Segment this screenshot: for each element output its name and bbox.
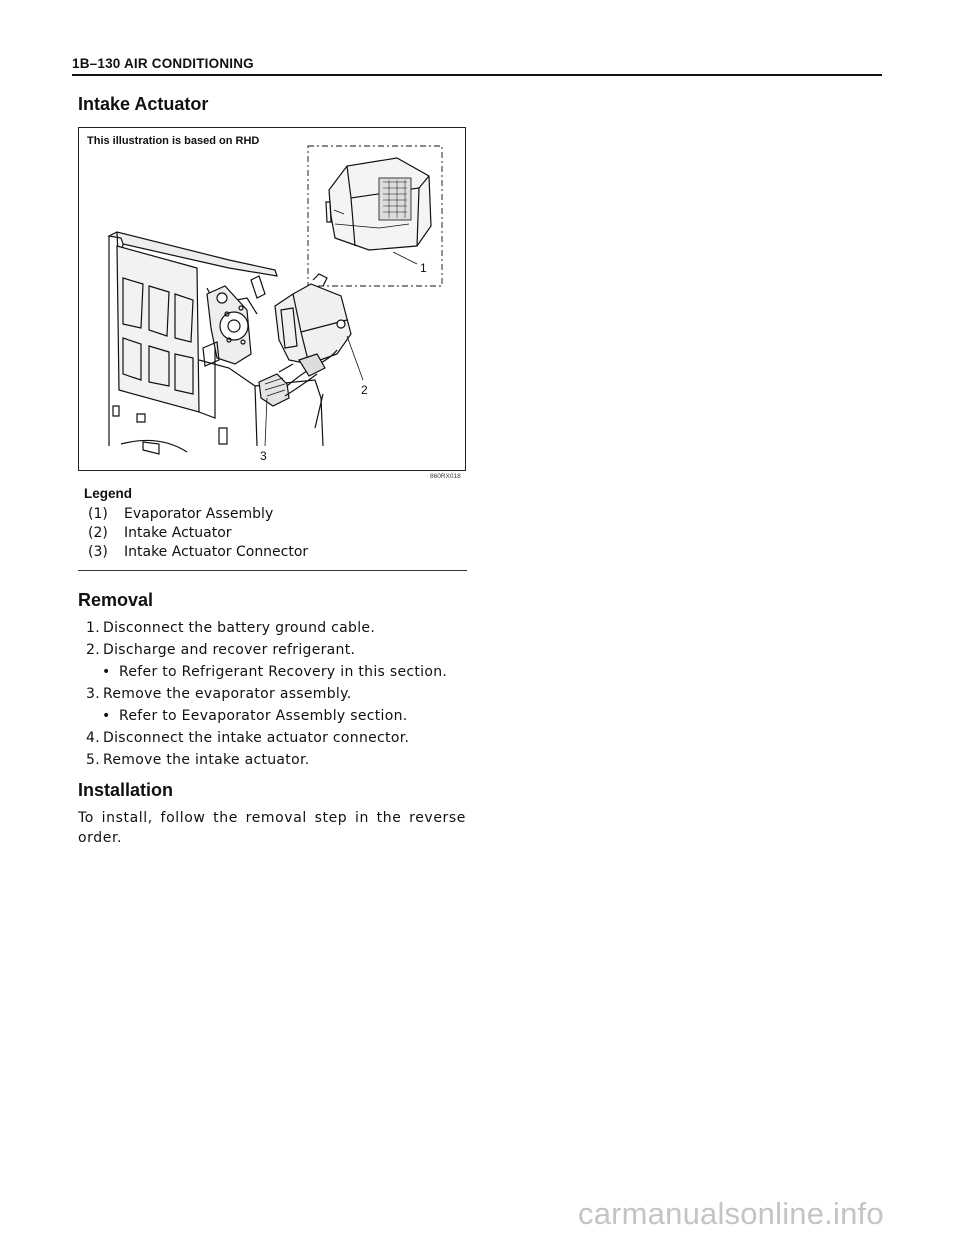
legend-item-label: Evaporator Assembly — [124, 506, 274, 522]
installation-title: Installation — [78, 780, 174, 800]
callout-3: 3 — [260, 449, 267, 463]
step-number: 4. — [86, 730, 100, 746]
step-subitem — [86, 661, 447, 683]
step-number: 2. — [86, 642, 100, 658]
bullet: • — [102, 664, 111, 680]
installation-text: To install, follow the removal step in the reverse order. — [78, 810, 466, 846]
figure-illustration — [78, 127, 466, 471]
step-item — [86, 727, 447, 749]
legend-item-number: (1) — [88, 506, 108, 522]
step-number: 3. — [86, 686, 100, 702]
bullet: • — [102, 708, 111, 724]
step-text: Discharge and recover refrigerant. — [103, 642, 356, 658]
removal-steps — [86, 617, 447, 771]
step-text: Refer to Eevaporator Assembly section. — [119, 708, 408, 724]
legend-item — [88, 524, 308, 543]
step-text: Remove the evaporator assembly. — [103, 686, 352, 702]
step-text: Disconnect the battery ground cable. — [103, 620, 376, 636]
step-item — [86, 749, 447, 771]
step-text: Refer to Refrigerant Recovery in this section. — [119, 664, 448, 680]
section-divider — [78, 570, 467, 571]
step-text: Remove the intake actuator. — [103, 752, 310, 768]
step-item — [86, 617, 447, 639]
figure-code: 860RX018 — [430, 473, 461, 480]
legend-list — [88, 505, 308, 562]
removal-title: Removal — [78, 590, 154, 610]
intake-actuator-drawing — [79, 128, 467, 472]
legend-item — [88, 505, 308, 524]
watermark: carmanualsonline.info — [578, 1196, 884, 1231]
step-item — [86, 683, 447, 705]
step-number: 5. — [86, 752, 100, 768]
legend-item — [88, 543, 308, 562]
callout-2: 2 — [361, 383, 368, 397]
legend-item-label: Intake Actuator Connector — [124, 544, 309, 560]
legend-item-number: (3) — [88, 544, 108, 560]
step-number: 1. — [86, 620, 100, 636]
legend-item-label: Intake Actuator — [124, 525, 232, 541]
callout-1: 1 — [420, 261, 427, 275]
step-subitem — [86, 705, 447, 727]
step-text: Disconnect the intake actuator connector. — [103, 730, 410, 746]
step-item — [86, 639, 447, 661]
legend-item-number: (2) — [88, 525, 108, 541]
section-title: Intake Actuator — [78, 94, 209, 114]
page-header: 1B–130 AIR CONDITIONING — [72, 56, 882, 76]
figure-note: This illustration is based on RHD — [87, 135, 260, 147]
legend-title: Legend — [84, 486, 133, 501]
